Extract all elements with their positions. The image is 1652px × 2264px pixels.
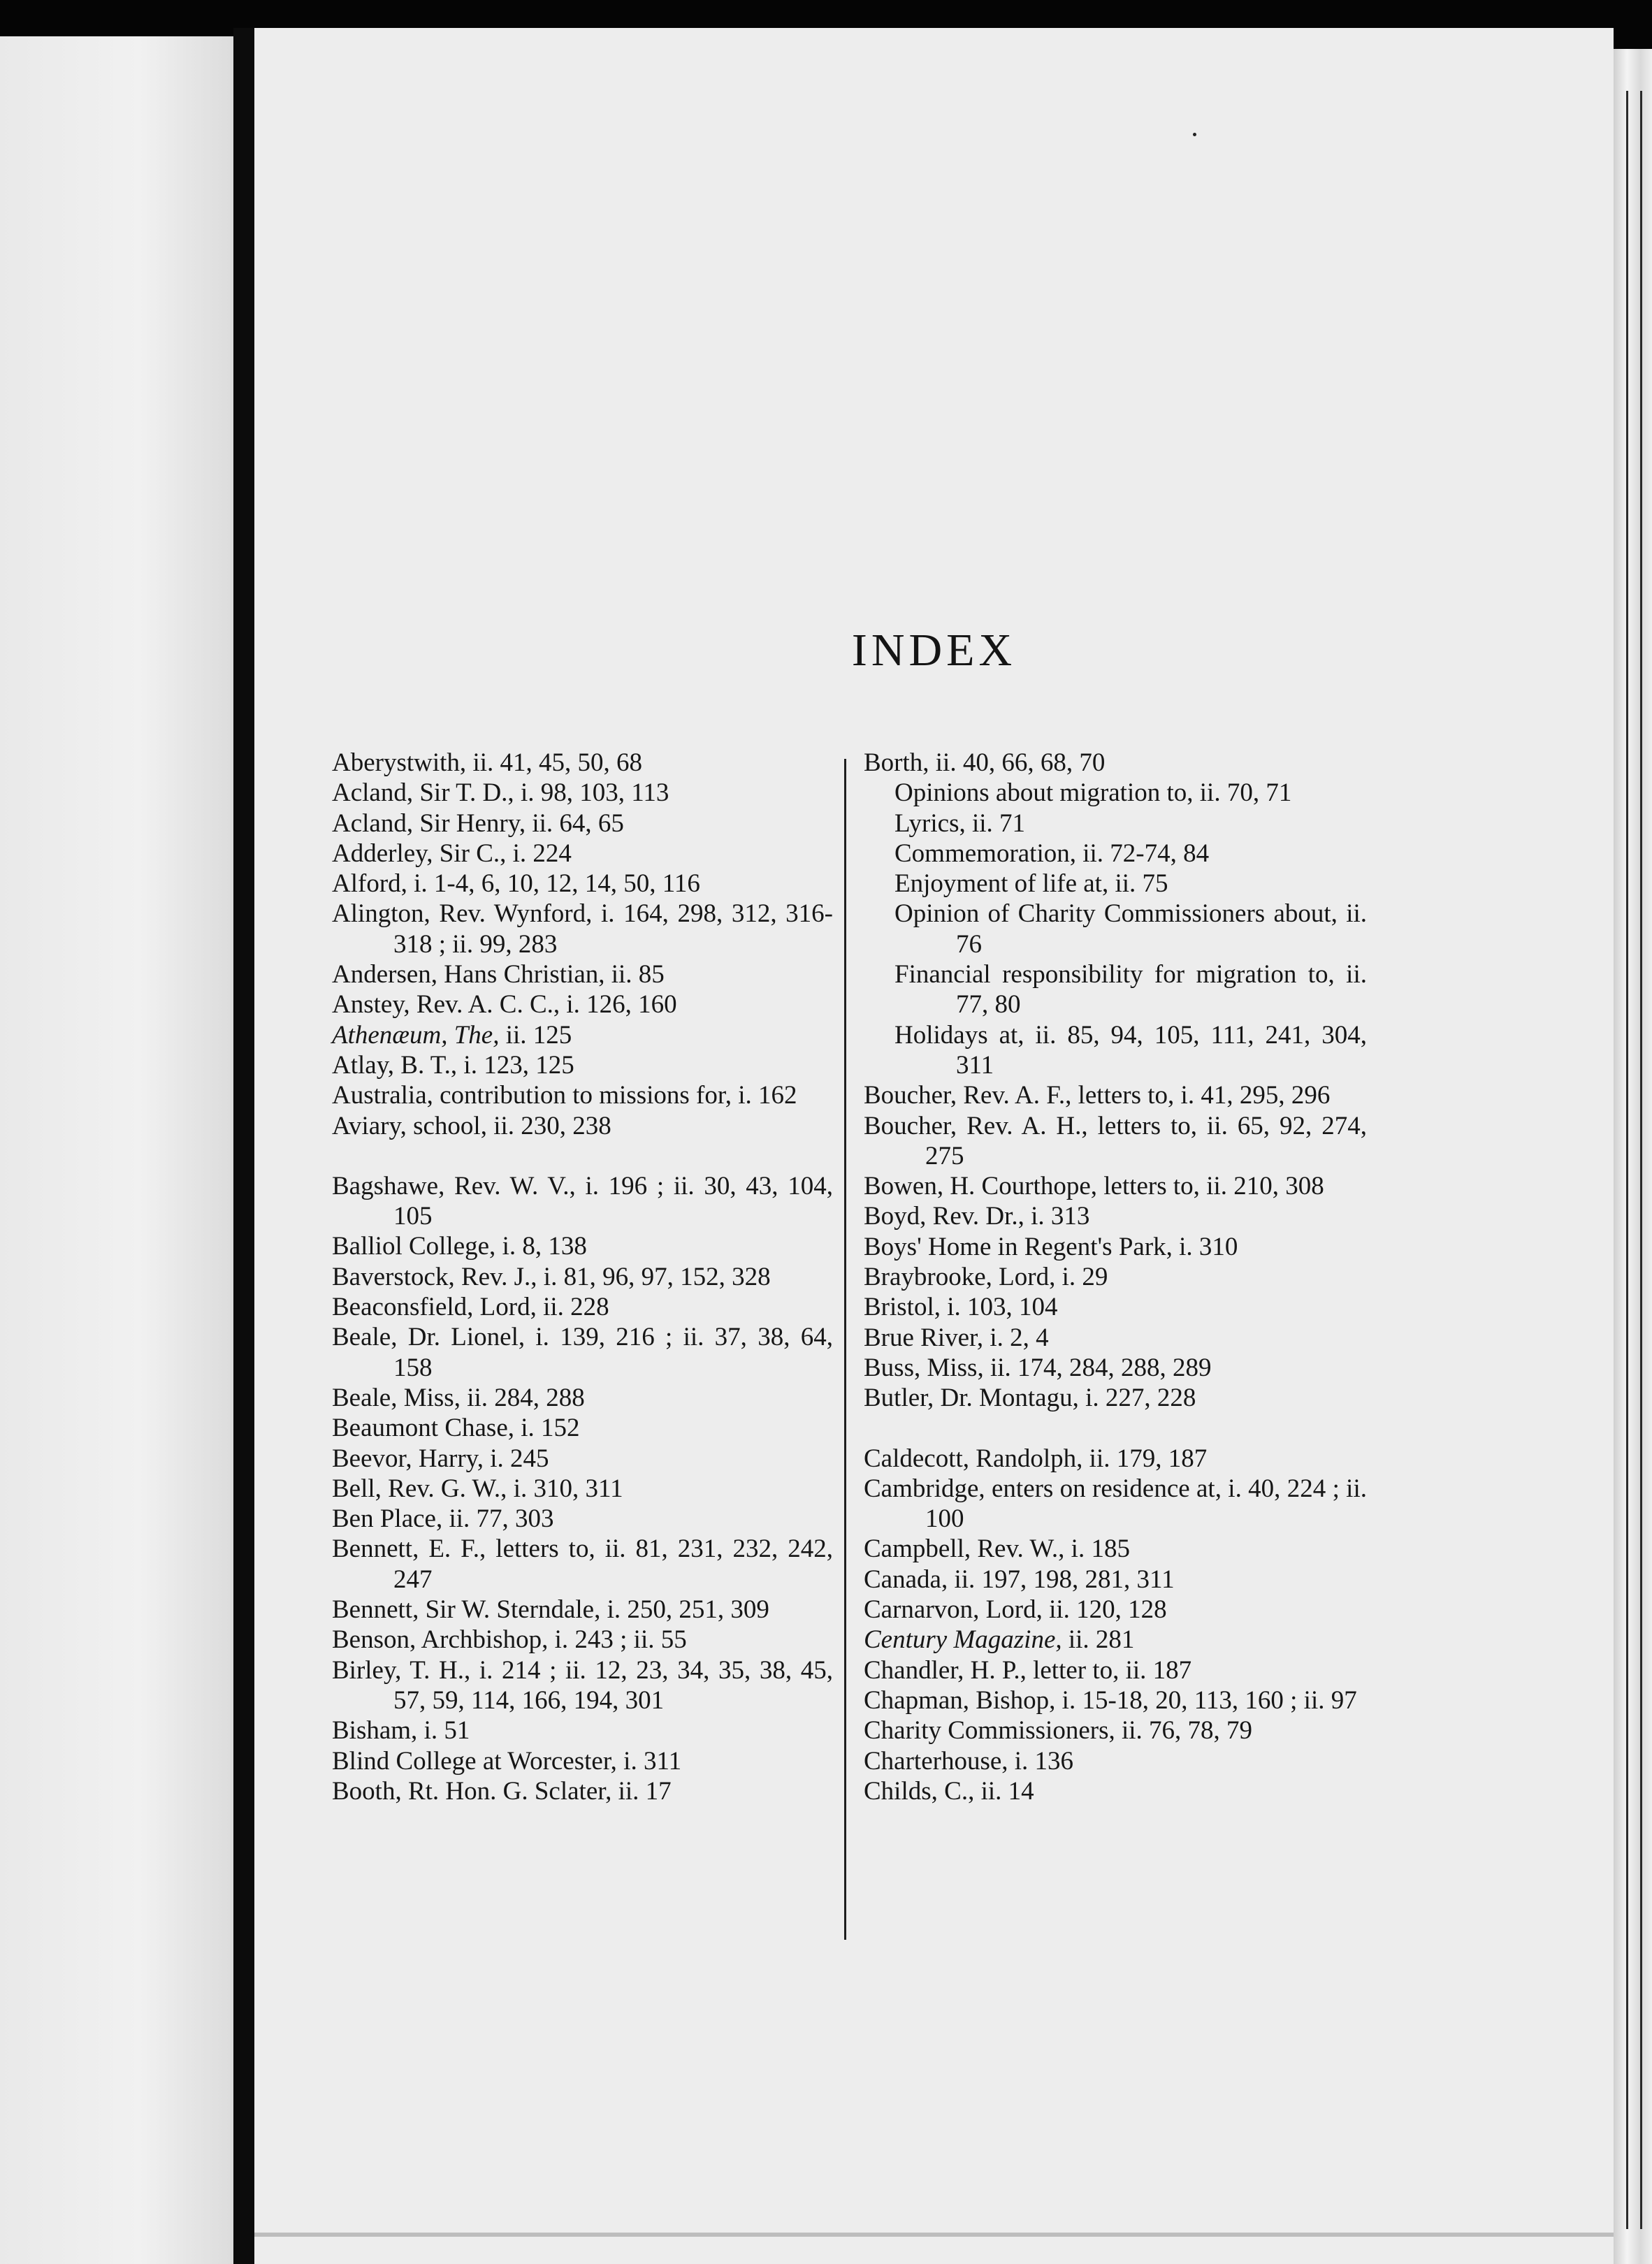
- index-entry: Bisham, i. 51: [332, 1716, 470, 1746]
- book-gutter: [233, 28, 254, 2264]
- index-entry: Butler, Dr. Montagu, i. 227, 228: [864, 1384, 1196, 1413]
- page-bottom-edge: [254, 2233, 1614, 2237]
- index-entry: Bowen, H. Courthope, letters to, ii. 210, 308: [864, 1172, 1324, 1201]
- index-entry: Charterhouse, i. 136: [864, 1746, 1074, 1776]
- index-entry: Bagshawe, Rev. W. V., i. 196 ; ii. 30, 43, 104, 105: [332, 1171, 833, 1231]
- index-entry: Beaconsfield, Lord, ii. 228: [332, 1293, 609, 1322]
- index-page: [254, 28, 1614, 2264]
- index-entry: Blind College at Worcester, i. 311: [332, 1746, 682, 1776]
- index-column-right: [864, 748, 1367, 1806]
- page-speck: [1193, 133, 1196, 136]
- index-column-left: [332, 748, 833, 1806]
- index-entry: Buss, Miss, ii. 174, 284, 288, 289: [864, 1353, 1212, 1382]
- column-divider: [844, 759, 846, 1940]
- index-entry: Cambridge, enters on residence at, i. 40, 224 ; ii. 100: [864, 1474, 1367, 1534]
- page-title: INDEX: [851, 625, 1017, 676]
- index-subentry: Enjoyment of life at, ii. 75: [894, 869, 1168, 899]
- index-subentry: Lyrics, ii. 71: [894, 808, 1026, 838]
- index-entry: Carnarvon, Lord, ii. 120, 128: [864, 1595, 1167, 1625]
- index-entry: Acland, Sir T. D., i. 98, 103, 113: [332, 778, 669, 808]
- index-entry: Boucher, Rev. A. H., letters to, ii. 65, 92, 274, 275: [864, 1111, 1367, 1170]
- index-entry: Canada, ii. 197, 198, 281, 311: [864, 1565, 1175, 1594]
- index-entry: Athenæum, The, ii. 125: [332, 1020, 572, 1050]
- index-entry: Chapman, Bishop, i. 15-18, 20, 113, 160 ; ii. 97: [864, 1685, 1357, 1715]
- index-entry: Beaumont Chase, i. 152: [332, 1414, 580, 1443]
- index-entry: Chandler, H. P., letter to, ii. 187: [864, 1655, 1192, 1685]
- index-entry: Benson, Archbishop, i. 243 ; ii. 55: [332, 1625, 687, 1655]
- index-entry: Caldecott, Randolph, ii. 179, 187: [864, 1444, 1208, 1473]
- index-entry: Braybrooke, Lord, i. 29: [864, 1263, 1108, 1292]
- index-entry: Alington, Rev. Wynford, i. 164, 298, 312, 316-318 ; ii. 99, 283: [332, 899, 833, 959]
- index-entry: Boys' Home in Regent's Park, i. 310: [864, 1232, 1238, 1261]
- index-subentry: Opinion of Charity Commissioners about, ii. 76: [894, 899, 1367, 959]
- index-entry: Australia, contribution to missions for, i. 162: [332, 1081, 797, 1110]
- index-entry: Boucher, Rev. A. F., letters to, i. 41, 295, 296: [864, 1081, 1331, 1110]
- index-entry: Beale, Miss, ii. 284, 288: [332, 1383, 585, 1412]
- index-entry: Andersen, Hans Christian, ii. 85: [332, 960, 665, 989]
- index-subentry: Holidays at, ii. 85, 94, 105, 111, 241, 304, 311: [894, 1020, 1367, 1080]
- index-entry: Ben Place, ii. 77, 303: [332, 1504, 554, 1534]
- index-entry: Birley, T. H., i. 214 ; ii. 12, 23, 34, 35, 38, 45, 57, 59, 114, 166, 194, 301: [332, 1655, 833, 1715]
- index-entry: Bennett, Sir W. Sterndale, i. 250, 251, 309: [332, 1595, 769, 1625]
- index-entry: Brue River, i. 2, 4: [864, 1323, 1049, 1352]
- index-subentry: Commemoration, ii. 72-74, 84: [894, 839, 1210, 868]
- index-entry: Charity Commissioners, ii. 76, 78, 79: [864, 1716, 1253, 1746]
- index-entry: Beale, Dr. Lionel, i. 139, 216 ; ii. 37, 38, 64, 158: [332, 1323, 833, 1382]
- index-entry: Beevor, Harry, i. 245: [332, 1444, 549, 1473]
- index-entry: Adderley, Sir C., i. 224: [332, 839, 572, 868]
- index-entry: Alford, i. 1-4, 6, 10, 12, 14, 50, 116: [332, 869, 700, 899]
- index-entry: Borth, ii. 40, 66, 68, 70: [864, 748, 1106, 777]
- index-entry: Childs, C., ii. 14: [864, 1776, 1034, 1806]
- index-entry: Campbell, Rev. W., i. 185: [864, 1534, 1130, 1564]
- index-subentry: Opinions about migration to, ii. 70, 71: [894, 778, 1292, 808]
- index-entry: Atlay, B. T., i. 123, 125: [332, 1050, 574, 1080]
- left-page-edge: [0, 36, 233, 2264]
- index-entry: Century Magazine, ii. 281: [864, 1625, 1135, 1655]
- index-entry: Booth, Rt. Hon. G. Sclater, ii. 17: [332, 1776, 672, 1806]
- index-entry: Bristol, i. 103, 104: [864, 1293, 1058, 1322]
- index-entry: Aberystwith, ii. 41, 45, 50, 68: [332, 748, 642, 777]
- index-entry: Balliol College, i. 8, 138: [332, 1232, 587, 1261]
- index-entry: Anstey, Rev. A. C. C., i. 126, 160: [332, 990, 677, 1019]
- index-subentry: Financial responsibility for migration to, ii. 77, 80: [894, 960, 1367, 1019]
- index-entry: Acland, Sir Henry, ii. 64, 65: [332, 808, 624, 838]
- index-entry: Bell, Rev. G. W., i. 310, 311: [332, 1474, 623, 1503]
- page-stack-edge: [1614, 49, 1652, 2264]
- index-entry: Boyd, Rev. Dr., i. 313: [864, 1202, 1090, 1231]
- index-entry: Bennett, E. F., letters to, ii. 81, 231, 232, 242, 247: [332, 1534, 834, 1594]
- index-entry: Baverstock, Rev. J., i. 81, 96, 97, 152, 328: [332, 1262, 771, 1291]
- index-entry: Aviary, school, ii. 230, 238: [332, 1111, 611, 1140]
